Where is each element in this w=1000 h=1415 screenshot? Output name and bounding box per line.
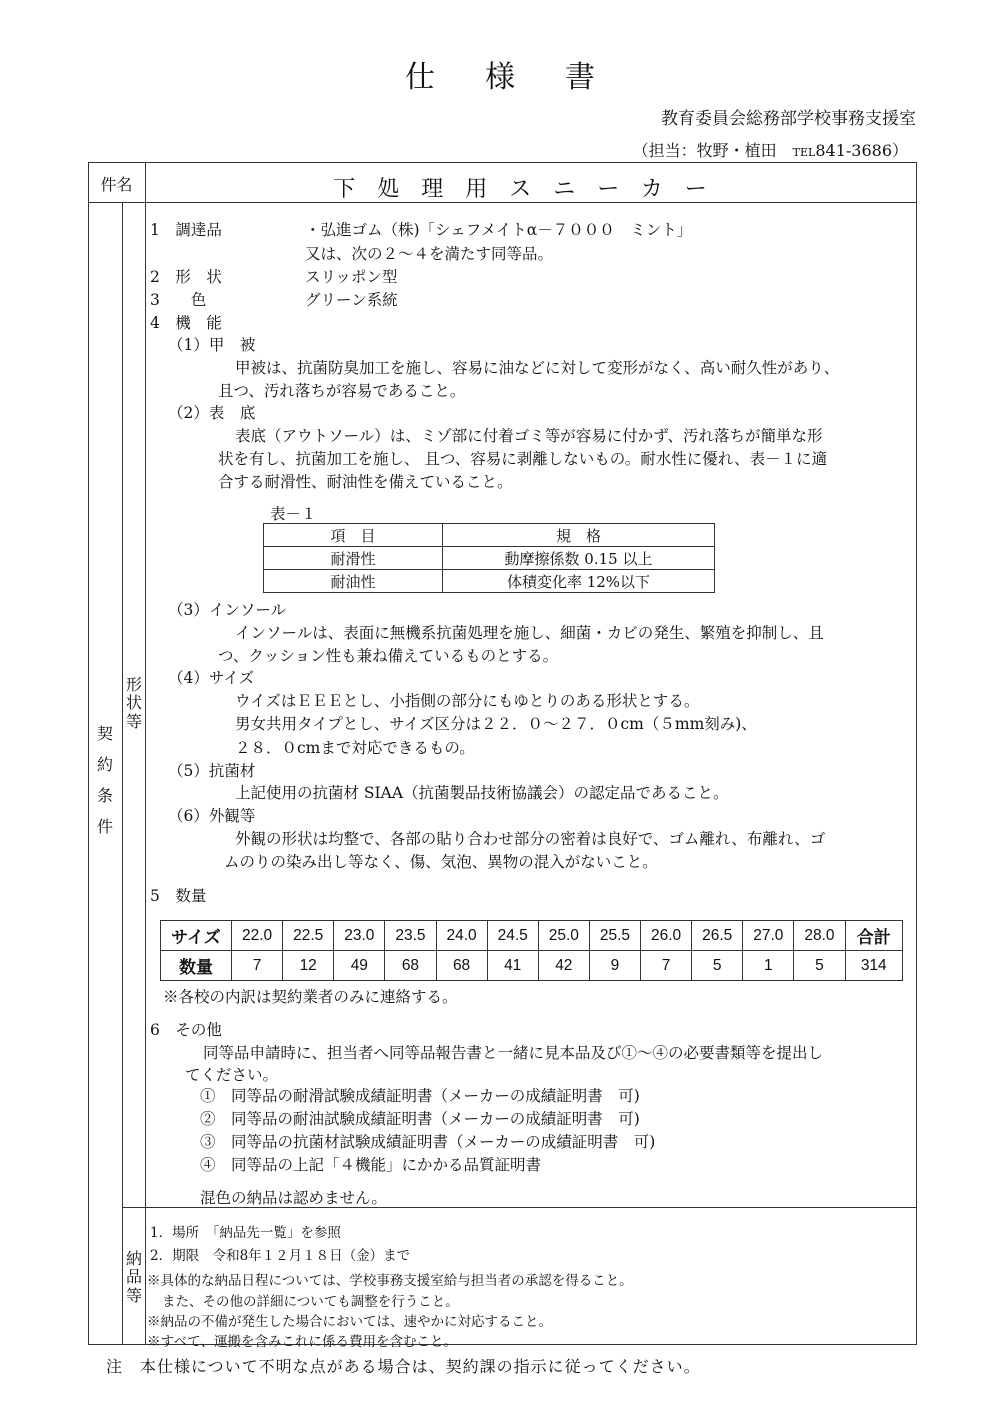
sub-size-text: 男女共用タイプとし、サイズ区分は２２．０～２７．０cm（５mm刻み)、 (235, 715, 757, 733)
sub-antibac-text: 上記使用の抗菌材 SIAA（抗菌製品技術協議会）の認定品であること。 (235, 784, 729, 802)
total-cell: 314 (845, 951, 903, 981)
count-cell: 68 (436, 951, 487, 981)
count-cell: 1 (743, 951, 794, 981)
vertical-char: 等 (125, 1285, 142, 1305)
document-item: ① 同等品の耐滑試験成績証明書（メーカーの成績証明書 可) (200, 1087, 640, 1105)
contact-number: 841-3686） (815, 141, 908, 160)
vertical-char: 状 (125, 693, 142, 713)
table-caption: 表－１ (270, 505, 317, 523)
quantity-heading: 5 数量 (150, 887, 207, 905)
item-procurement-alt: 又は、次の２～４を満たす同等品。 (305, 245, 554, 263)
page-title: 仕様書 (405, 60, 645, 95)
size-cell: 25.0 (538, 921, 589, 951)
count-cell: 7 (232, 951, 283, 981)
table-cell: 項 目 (264, 524, 443, 547)
item-name: 下処理用スニーカー (333, 177, 729, 202)
sub-size-text: ウイズはＥＥＥとし、小指側の部分にもゆとりのある形状とする。 (235, 692, 700, 710)
delivery-note: ※すべて、運搬を含みこれに係る費用を含むこと。 (147, 1334, 457, 1350)
sub-upper-text: 甲被は、抗菌防臭加工を施し、容易に油などに対して変形がなく、高い耐久性があり、 (235, 359, 840, 377)
table-row (161, 951, 903, 981)
size-cell: 23.5 (385, 921, 436, 951)
other-text: 同等品申請時に、担当者へ同等品報告書と一緒に見本品及び①～④の必要書類等を提出し (203, 1044, 824, 1062)
sub-sole-text: 表底（アウトソール）は、ミゾ部に付着ゴミ等が容易に付かず、汚れ落ちが簡単な形 (235, 427, 823, 445)
sub-upper-text: 且つ、汚れ落ちが容易であること。 (218, 382, 466, 400)
item-function-label: 4 機 能 (150, 314, 222, 332)
size-cell: 25.5 (589, 921, 640, 951)
vertical-char: 約 (96, 755, 113, 774)
count-cell: 41 (487, 951, 538, 981)
item-shape-label: 2 形 状 (150, 268, 222, 286)
vertical-char: 納 (125, 1249, 142, 1268)
sub-sole-text: 状を有し、抗菌加工を施し、 且つ、容易に剥離しないもの。耐水性に優れ、表－１に適 (218, 450, 828, 468)
quantity-note: ※各校の内訳は契約業者のみに連絡する。 (163, 988, 458, 1006)
table-row (264, 524, 715, 547)
sub-upper-heading: （1）甲 被 (168, 336, 256, 354)
table-row (264, 547, 715, 570)
count-cell: 49 (334, 951, 385, 981)
item-color-label: 3 色 (150, 291, 207, 309)
delivery-label (123, 1250, 145, 1305)
divider (122, 202, 123, 1345)
table-row (161, 921, 903, 951)
sub-insole-text: つ、クッション性も兼ね備えているものとする。 (218, 647, 559, 665)
contact-info (633, 138, 908, 161)
document-item: ② 同等品の耐油試験成績証明書（メーカーの成績証明書 可) (200, 1110, 640, 1128)
item-color-text: グリーン系統 (305, 291, 398, 309)
contact-prefix: （担当：牧野・植田 (632, 141, 793, 160)
other-text: てください。 (185, 1066, 279, 1084)
department: 教育委員会総務部学校事務支援室 (661, 109, 916, 129)
sub-appearance-text: ムのりの染み出し等なく、傷、気泡、異物の混入がないこと。 (224, 853, 658, 871)
document-item: ④ 同等品の上記「４機能」にかかる品質証明書 (200, 1156, 542, 1174)
size-header: サイズ (161, 921, 232, 951)
document-item: ③ 同等品の抗菌材試験成績証明書（メーカーの成績証明書 可) (200, 1133, 656, 1151)
table-cell: 動摩擦係数 0.15 以上 (443, 547, 715, 570)
delivery-note: ※具体的な納品日程については、学校事務支援室給与担当者の承認を得ること。 (147, 1273, 633, 1289)
count-cell: 9 (589, 951, 640, 981)
size-cell: 28.0 (794, 921, 845, 951)
size-cell: 24.5 (487, 921, 538, 951)
sub-antibac-heading: （5）抗菌材 (168, 762, 256, 780)
sub-insole-heading: （3）インソール (168, 601, 287, 619)
vertical-char: 品 (125, 1267, 142, 1287)
sub-size-heading: （4）サイズ (168, 669, 255, 687)
size-cell: 24.0 (436, 921, 487, 951)
item-shape-text: スリッポン型 (305, 268, 398, 286)
sub-size-text: ２８．０cmまで対応できるもの。 (235, 739, 475, 757)
contract-label (94, 718, 116, 842)
vertical-char: 契 (96, 724, 113, 743)
vertical-char: 等 (125, 711, 142, 731)
table-cell: 規 格 (443, 524, 715, 547)
delivery-note: また、その他の詳細についても調整を行うこと。 (162, 1294, 459, 1310)
delivery-place: 1．場所 「納品先一覧」を参照 (150, 1225, 341, 1241)
size-cell: 26.5 (692, 921, 743, 951)
count-cell: 5 (692, 951, 743, 981)
size-cell: 22.5 (283, 921, 334, 951)
sub-appearance-text: 外観の形状は均整で、各部の貼り合わせ部分の密着は良好で、ゴム離れ、布離れ、ゴ (235, 830, 826, 848)
count-cell: 42 (538, 951, 589, 981)
table-cell: 耐油性 (264, 570, 443, 593)
count-cell: 7 (641, 951, 692, 981)
size-cell: 27.0 (743, 921, 794, 951)
sub-insole-text: インソールは、表面に無機系抗菌処理を施し、細菌・カビの発生、繁殖を抑制し、且 (235, 624, 824, 642)
shape-label (123, 676, 145, 731)
other-heading: 6 その他 (150, 1021, 222, 1039)
quantity-table (160, 920, 903, 981)
count-cell: 12 (283, 951, 334, 981)
item-procurement-text: ・弘進ゴム（株)「シェフメイトα－７０００ ミント」 (305, 221, 693, 239)
vertical-char: 条 (96, 786, 113, 805)
sub-appearance-heading: （6）外観等 (168, 807, 256, 825)
size-cell: 23.0 (334, 921, 385, 951)
item-procurement-label: 1 調達品 (150, 221, 222, 239)
quantity-header: 数量 (161, 951, 232, 981)
item-label: 件名 (100, 175, 133, 194)
footer-note: 注 本仕様について不明な点がある場合は、契約課の指示に従ってください。 (106, 1357, 701, 1376)
tel-label: TEL (792, 146, 816, 159)
table-cell: 耐滑性 (264, 547, 443, 570)
vertical-char: 形 (125, 675, 142, 694)
size-cell: 22.0 (232, 921, 283, 951)
slip-oil-spec-table (263, 523, 715, 593)
count-cell: 5 (794, 951, 845, 981)
total-header: 合計 (845, 921, 903, 951)
divider (145, 202, 146, 1345)
delivery-note: ※納品の不備が発生した場合においては、速やかに対応すること。 (147, 1314, 552, 1330)
table-row (264, 570, 715, 593)
size-cell: 26.0 (641, 921, 692, 951)
sub-sole-heading: （2）表 底 (168, 404, 256, 422)
vertical-char: 件 (96, 817, 113, 836)
delivery-deadline: 2．期限 令和8年１２月１８日（金）まで (150, 1248, 411, 1264)
table-cell: 体積変化率 12%以下 (443, 570, 715, 593)
count-cell: 68 (385, 951, 436, 981)
sub-sole-text: 合する耐滑性、耐油性を備えていること。 (218, 473, 513, 491)
mixed-color-note: 混色の納品は認めません。 (200, 1189, 387, 1207)
